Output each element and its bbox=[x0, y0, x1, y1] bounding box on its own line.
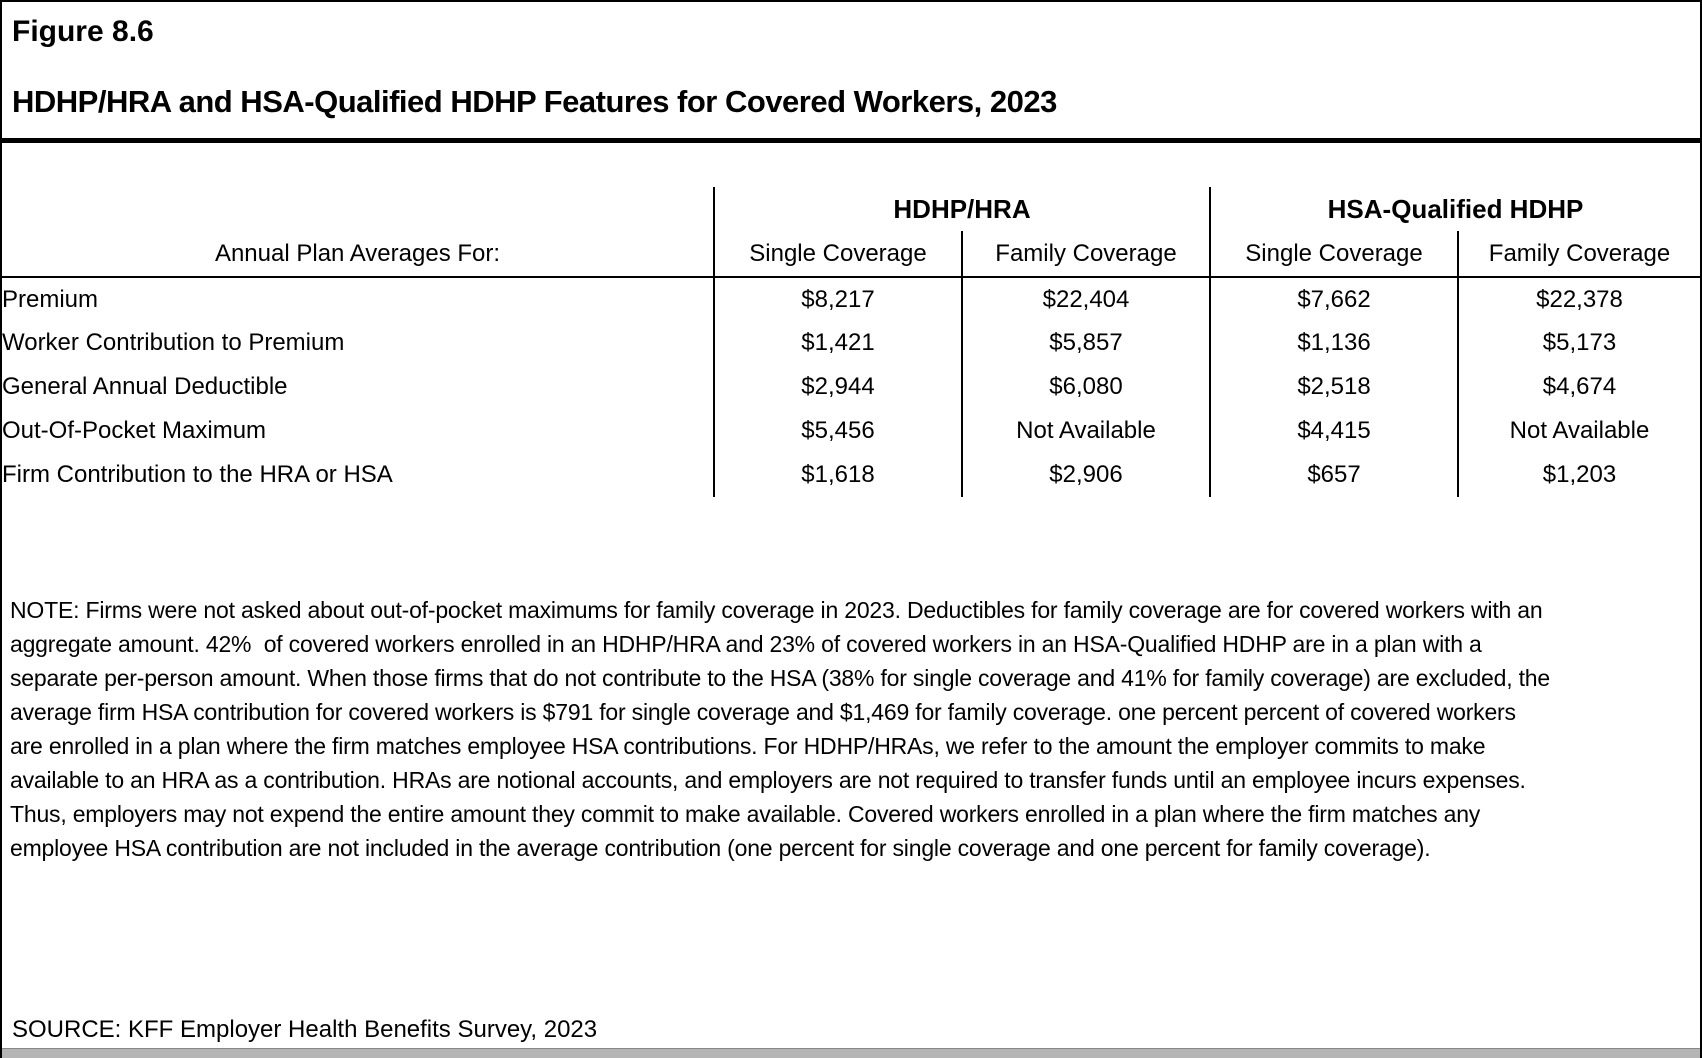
table-column-header-row bbox=[2, 231, 1700, 277]
figure-number: Figure 8.6 bbox=[12, 15, 154, 48]
group-header-spacer bbox=[2, 187, 714, 231]
column-header-single-coverage-2: Single Coverage bbox=[1210, 231, 1458, 277]
cell-value: $2,518 bbox=[1210, 365, 1458, 409]
cell-value: $5,857 bbox=[962, 321, 1210, 365]
table-row bbox=[2, 321, 1700, 365]
table-row bbox=[2, 409, 1700, 453]
cell-value: $1,136 bbox=[1210, 321, 1458, 365]
cell-value: $4,415 bbox=[1210, 409, 1458, 453]
cell-value: Not Available bbox=[1458, 409, 1700, 453]
cell-value: $2,944 bbox=[714, 365, 962, 409]
table-row bbox=[2, 365, 1700, 409]
cell-value: $8,217 bbox=[714, 277, 962, 321]
row-label-worker-contribution: Worker Contribution to Premium bbox=[2, 329, 345, 356]
figure-title: HDHP/HRA and HSA-Qualified HDHP Features for Covered Workers, 2023 bbox=[12, 84, 1057, 119]
cell-value: $5,456 bbox=[714, 409, 962, 453]
cell-value: $2,906 bbox=[962, 453, 1210, 497]
cell-value: $1,203 bbox=[1458, 453, 1700, 497]
cell-value: $22,378 bbox=[1458, 277, 1700, 321]
row-header-label: Annual Plan Averages For: bbox=[2, 231, 714, 277]
cell-value: $1,618 bbox=[714, 453, 962, 497]
row-label-firm-contribution: Firm Contribution to the HRA or HSA bbox=[2, 461, 393, 488]
column-header-single-coverage-1: Single Coverage bbox=[714, 231, 962, 277]
row-label-general-deductible: General Annual Deductible bbox=[2, 373, 288, 400]
cell-value: $6,080 bbox=[962, 365, 1210, 409]
plan-averages-table bbox=[2, 187, 1700, 497]
cell-value: $1,421 bbox=[714, 321, 962, 365]
figure-header bbox=[2, 2, 1700, 122]
row-label-premium: Premium bbox=[2, 285, 99, 313]
source-text: SOURCE: KFF Employer Health Benefits Survey, 2023 bbox=[12, 1016, 598, 1043]
table-row bbox=[2, 277, 1700, 321]
cell-value: $7,662 bbox=[1210, 277, 1458, 321]
table-group-header-row bbox=[2, 187, 1700, 231]
cell-value: $5,173 bbox=[1458, 321, 1700, 365]
title-divider-rule bbox=[2, 138, 1700, 143]
group-header-hsa-qualified-hdhp: HSA-Qualified HDHP bbox=[1210, 187, 1700, 231]
cell-value: $4,674 bbox=[1458, 365, 1700, 409]
cell-value: $657 bbox=[1210, 453, 1458, 497]
bottom-gray-bar bbox=[0, 1048, 1702, 1058]
cell-value: $22,404 bbox=[962, 277, 1210, 321]
table-row bbox=[2, 453, 1700, 497]
group-header-hdhp-hra: HDHP/HRA bbox=[714, 187, 1210, 231]
column-header-family-coverage-2: Family Coverage bbox=[1458, 231, 1700, 277]
note-text: NOTE: Firms were not asked about out-of-pocket maximums for family coverage in 2023. Deductibles for family coverage are for covered workers with an aggregate amount. 42% of covered workers enrolled in an HDHP/HRA and 23% of covered workers in an HSA-Qualified HDHP are in a plan with a separate per-person amount. When those firms that do not contribute to the HSA (38% for single coverage and 41% for family coverage) are excluded, the average firm HSA contribution for covered workers is $791 for single coverage and $1,469 for family coverage. one percent percent of covered workers are enrolled in a plan where the firm matches employee HSA contributions. For HDHP/HRAs, we refer to the amount the employer commits to make available to an HRA as a contribution. HRAs are notional accounts, and employers are not required to transfer funds until an employee incurs expenses. Thus, employers may not expend the entire amount they commit to make available. Covered workers enrolled in a plan where the firm matches any employee HSA contribution are not included in the average contribution (one percent for single coverage and one percent for family coverage). bbox=[10, 597, 1557, 861]
column-header-family-coverage-1: Family Coverage bbox=[962, 231, 1210, 277]
row-label-out-of-pocket-maximum: Out-Of-Pocket Maximum bbox=[2, 417, 267, 444]
cell-value: Not Available bbox=[962, 409, 1210, 453]
